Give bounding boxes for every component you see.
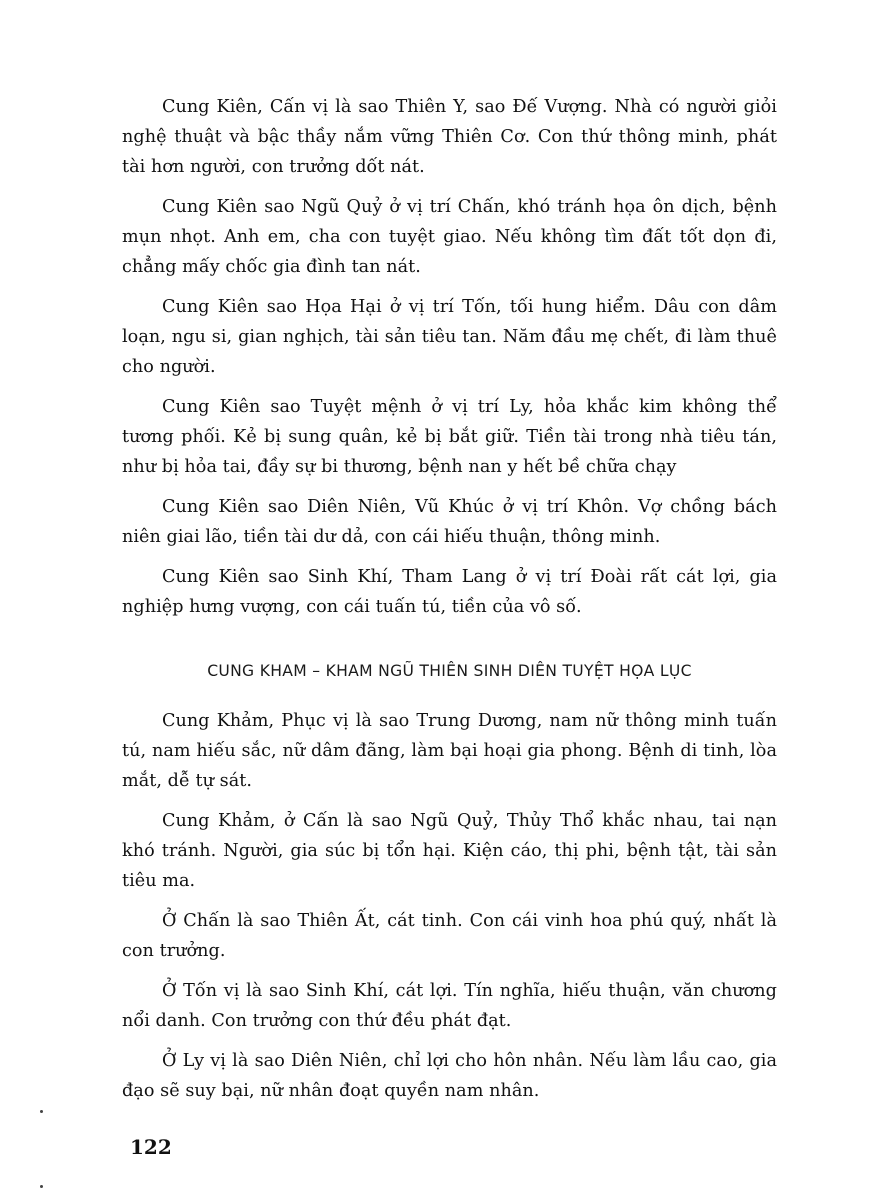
scan-speck — [40, 1185, 43, 1188]
scan-speck — [40, 1110, 43, 1113]
page-number: 122 — [130, 1135, 172, 1159]
paragraph: Cung Kiên, Cấn vị là sao Thiên Y, sao Đế Vượng. Nhà có người giỏi nghệ thuật và bậc thầy nắm vững Thiên Cơ. Con thứ thông minh, phát tài hơn người, con trưởng dốt nát. — [122, 97, 777, 177]
paragraph: Cung Khảm, Phục vị là sao Trung Dương, nam nữ thông minh tuấn tú, nam hiếu sắc, nữ dâm đãng, làm bại hoại gia phong. Bệnh di tinh, lòa mắt, dễ tự sát. — [122, 711, 777, 791]
paragraph: Ở Chấn là sao Thiên Ất, cát tinh. Con cái vinh hoa phú quý, nhất là con trưởng. — [122, 911, 777, 961]
paragraph: Ở Ly vị là sao Diên Niên, chỉ lợi cho hôn nhân. Nếu làm lầu cao, gia đạo sẽ suy bại, nữ nhân đoạt quyền nam nhân. — [122, 1051, 777, 1101]
paragraph: Cung Khảm, ở Cấn là sao Ngũ Quỷ, Thủy Thổ khắc nhau, tai nạn khó tránh. Người, gia súc bị tổn hại. Kiện cáo, thị phi, bệnh tật, tài sản tiêu ma. — [122, 811, 777, 891]
paragraph: Cung Kiên sao Diên Niên, Vũ Khúc ở vị trí Khôn. Vợ chồng bách niên giai lão, tiền tài dư dả, con cái hiếu thuận, thông minh. — [122, 497, 777, 547]
paragraph: Ở Tốn vị là sao Sinh Khí, cát lợi. Tín nghĩa, hiếu thuận, văn chương nổi danh. Con trưởng con thứ đều phát đạt. — [122, 981, 777, 1031]
page-content — [122, 92, 777, 1116]
paragraph: Cung Kiên sao Tuyệt mệnh ở vị trí Ly, hỏa khắc kim không thể tương phối. Kẻ bị sung quân, kẻ bị bắt giữ. Tiền tài trong nhà tiêu tán, như bị hỏa tai, đầy sự bi thương, bệnh nan y hết bề chữa chạy — [122, 397, 777, 477]
paragraph: Cung Kiên sao Ngũ Quỷ ở vị trí Chấn, khó tránh họa ôn dịch, bệnh mụn nhọt. Anh em, cha con tuyệt giao. Nếu không tìm đất tốt dọn đi, chẳng mấy chốc gia đình tan nát. — [122, 197, 777, 277]
paragraph: Cung Kiên sao Họa Hại ở vị trí Tốn, tối hung hiểm. Dâu con dâm loạn, ngu si, gian nghịch, tài sản tiêu tan. Năm đầu mẹ chết, đi làm thuê cho người. — [122, 297, 777, 377]
section-heading: CUNG KHAM – KHAM NGŨ THIÊN SINH DIÊN TUYỆT HỌA LỤC — [207, 662, 692, 680]
paragraph: Cung Kiên sao Sinh Khí, Tham Lang ở vị trí Đoài rất cát lợi, gia nghiệp hưng vượng, con cái tuấn tú, tiền của vô số. — [122, 567, 777, 617]
